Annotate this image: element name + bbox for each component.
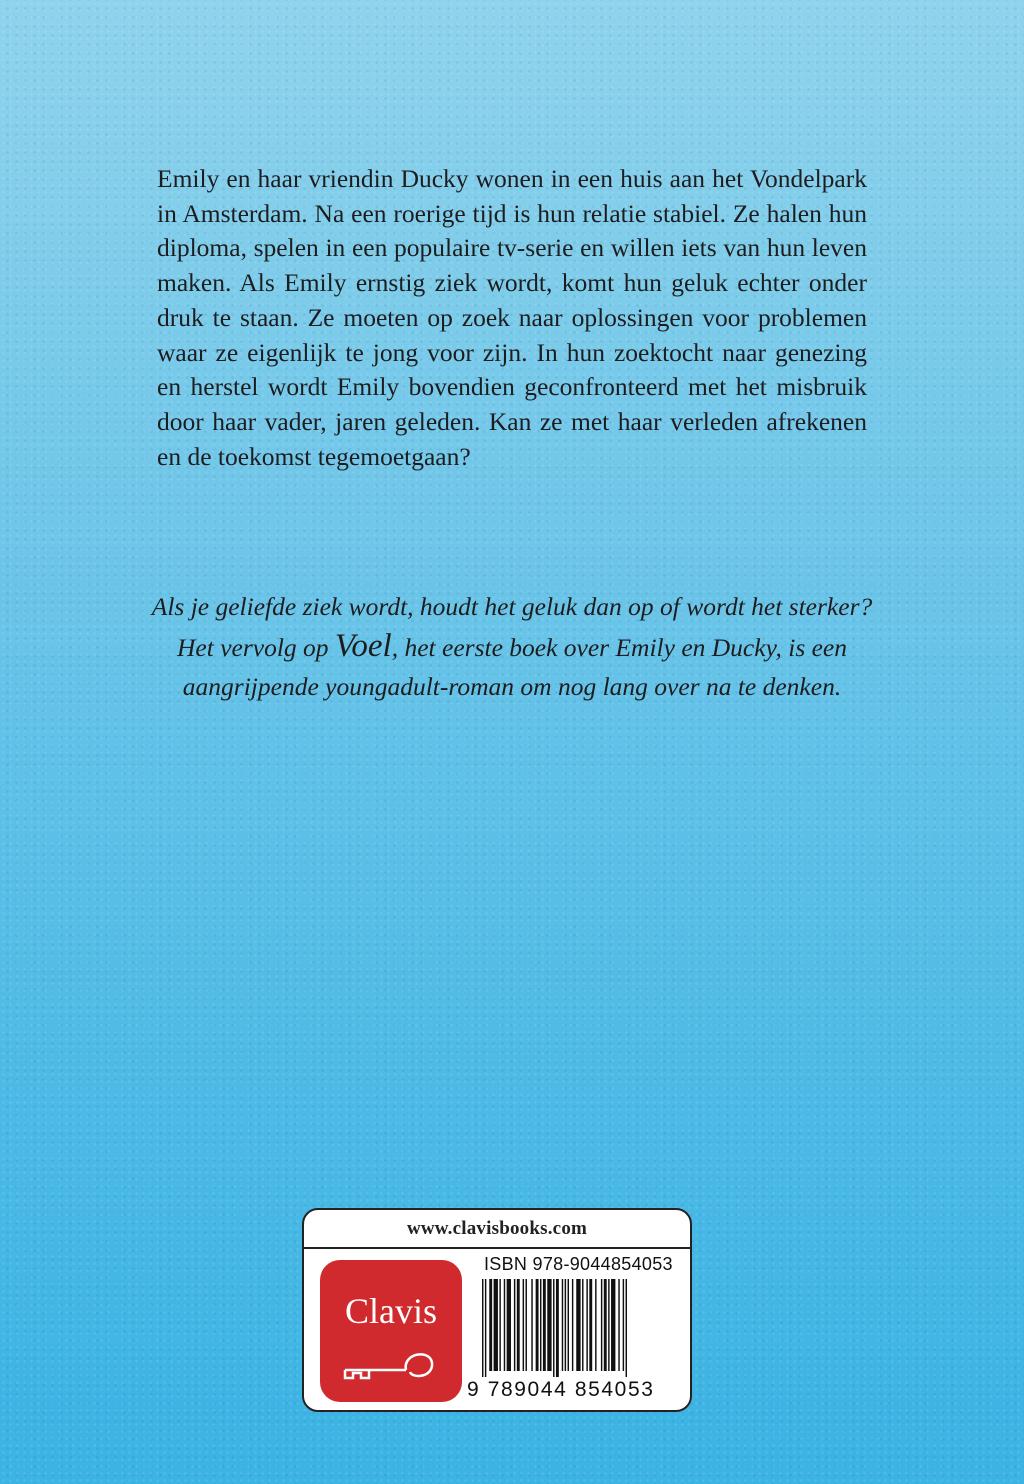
barcode-bar — [604, 1279, 607, 1371]
barcode-bar — [540, 1279, 541, 1371]
barcode-bar — [556, 1279, 559, 1377]
barcode-bar — [523, 1279, 524, 1371]
barcode-bar — [543, 1279, 546, 1371]
barcode-bar — [608, 1279, 609, 1371]
publisher-name: Clavis — [344, 1291, 437, 1331]
barcode-bar — [547, 1279, 551, 1371]
back-cover-blurb: Emily en haar vriendin Ducky wonen in een huis aan het Vondelpark in Amsterdam. Na een roerige tijd is hun relatie stabiel. Ze halen hun diploma, spelen in een populaire tv-serie en willen iets van hun leven maken. Als Emily ernstig ziek wordt, komt hun geluk echter onder druk te staan. Ze moeten op zoek naar oplossingen voor problemen waar ze eigenlijk te jong voor zijn. In hun zoektocht naar genezing en herstel wordt Emily bovendien geconfronteerd met het misbruik door haar vader, jaren geleden. Kan ze met haar verleden afrekenen en de toekomst tegemoetgaan? — [157, 164, 867, 471]
barcode-bar — [623, 1279, 624, 1371]
barcode-bar — [618, 1279, 619, 1371]
barcode-bar — [531, 1279, 532, 1371]
tagline-text-after: , het eerste boek over Emily en Ducky, is een aangrijpende youngadult-roman om nog lang over na te denken. — [182, 632, 847, 701]
publisher-website[interactable]: www.clavisbooks.com — [304, 1210, 690, 1249]
ean-digits: 9 789044 854053 — [467, 1378, 655, 1401]
barcode-bar — [504, 1279, 505, 1371]
tagline-text-before: Als je geliefde ziek wordt, houdt het geluk dan op of wordt het sterker? Het vervolg op — [151, 592, 873, 662]
barcode-bar — [562, 1279, 563, 1371]
barcode-bar — [582, 1279, 583, 1371]
previous-book-title: Voel — [334, 627, 392, 664]
barcode-bar — [553, 1279, 554, 1377]
barcode-bar — [595, 1279, 596, 1371]
barcode-bar — [626, 1279, 627, 1377]
barcode-bar — [568, 1279, 569, 1371]
barcode-bar — [499, 1279, 500, 1371]
barcode — [482, 1279, 676, 1377]
publisher-logo — [320, 1260, 462, 1402]
barcode-bar — [489, 1279, 492, 1371]
barcode-bar — [494, 1279, 498, 1371]
barcode-bar — [576, 1279, 580, 1371]
barcode-bar — [589, 1279, 592, 1371]
barcode-label — [302, 1208, 692, 1412]
barcode-bar — [507, 1279, 511, 1371]
barcode-bar — [485, 1279, 486, 1377]
barcode-bar — [482, 1279, 483, 1377]
barcode-bar — [526, 1279, 527, 1371]
barcode-bar — [517, 1279, 520, 1371]
tagline — [150, 587, 874, 707]
barcode-bar — [611, 1279, 615, 1371]
barcode-bar — [572, 1279, 573, 1371]
barcode-bar — [601, 1279, 602, 1371]
barcode-bar — [586, 1279, 587, 1371]
key-icon — [342, 1342, 442, 1382]
isbn-number: ISBN 978-9044854053 — [484, 1254, 673, 1274]
barcode-bar — [514, 1279, 515, 1371]
barcode-bar — [565, 1279, 566, 1371]
barcode-bar — [536, 1279, 539, 1371]
